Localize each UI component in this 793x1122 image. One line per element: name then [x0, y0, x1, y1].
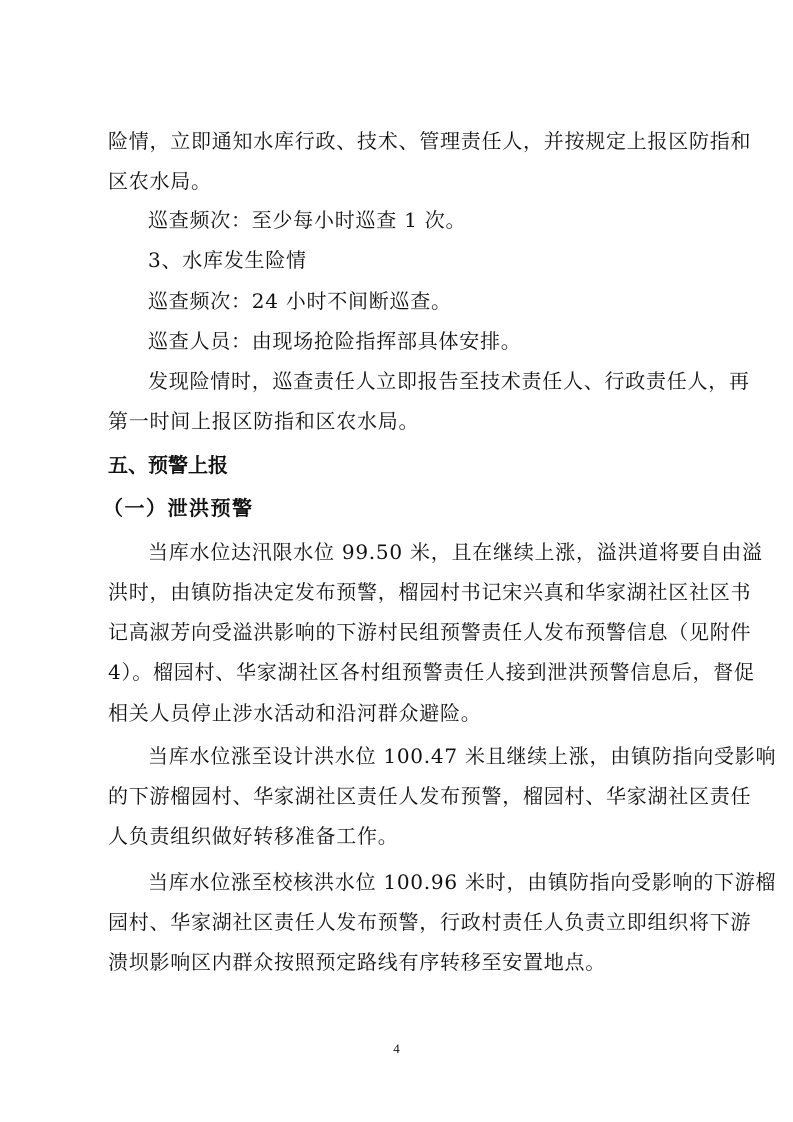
text-line: 的下游榴园村、华家湖社区责任人发布预警，榴园村、华家湖社区责任 — [108, 784, 752, 808]
text-line: 巡查频次：24 小时不间断巡查。 — [148, 289, 452, 313]
text-line: 险情，立即通知水库行政、技术、管理责任人，并按规定上报区防指和 — [108, 129, 752, 153]
section-heading: 五、预警上报 — [108, 453, 228, 477]
text-line: 当库水位涨至设计洪水位 100.47 米且继续上涨，由镇防指向受影响 — [148, 744, 777, 768]
text-line: 巡查人员：由现场抢险指挥部具体安排。 — [148, 329, 522, 353]
page-number: 4 — [393, 1041, 400, 1056]
text-line: 巡查频次：至少每小时巡查 1 次。 — [148, 208, 467, 232]
text-line: 相关人员停止涉水活动和沿河群众避险。 — [108, 701, 482, 725]
text-line: 当库水位涨至校核洪水位 100.96 米时，由镇防指向受影响的下游榴 — [148, 870, 777, 894]
text-line: 发现险情时，巡查责任人立即报告至技术责任人、行政责任人，再 — [148, 369, 750, 393]
text-line: 第一时间上报区防指和区农水局。 — [108, 409, 420, 433]
text-line: 3、水库发生险情 — [148, 248, 307, 272]
text-line: 4）。榴园村、华家湖社区各村组预警责任人接到泄洪预警信息后，督促 — [108, 660, 755, 684]
text-line: 洪时，由镇防指决定发布预警，榴园村书记宋兴真和华家湖社区社区书 — [108, 580, 752, 604]
text-line: 人负责组织做好转移准备工作。 — [108, 824, 399, 848]
text-line: 区农水局。 — [108, 169, 212, 193]
text-line: 记高淑芳向受溢洪影响的下游村民组预警责任人发布预警信息（见附件 — [108, 620, 752, 644]
subsection-heading: （一）泄洪预警 — [103, 496, 254, 520]
text-line: 当库水位达汛限水位 99.50 米，且在继续上涨，溢洪道将要自由溢 — [148, 540, 763, 564]
text-line: 溃坝影响区内群众按照预定路线有序转移至安置地点。 — [108, 950, 606, 974]
text-line: 园村、华家湖社区责任人发布预警，行政村责任人负责立即组织将下游 — [108, 910, 752, 934]
